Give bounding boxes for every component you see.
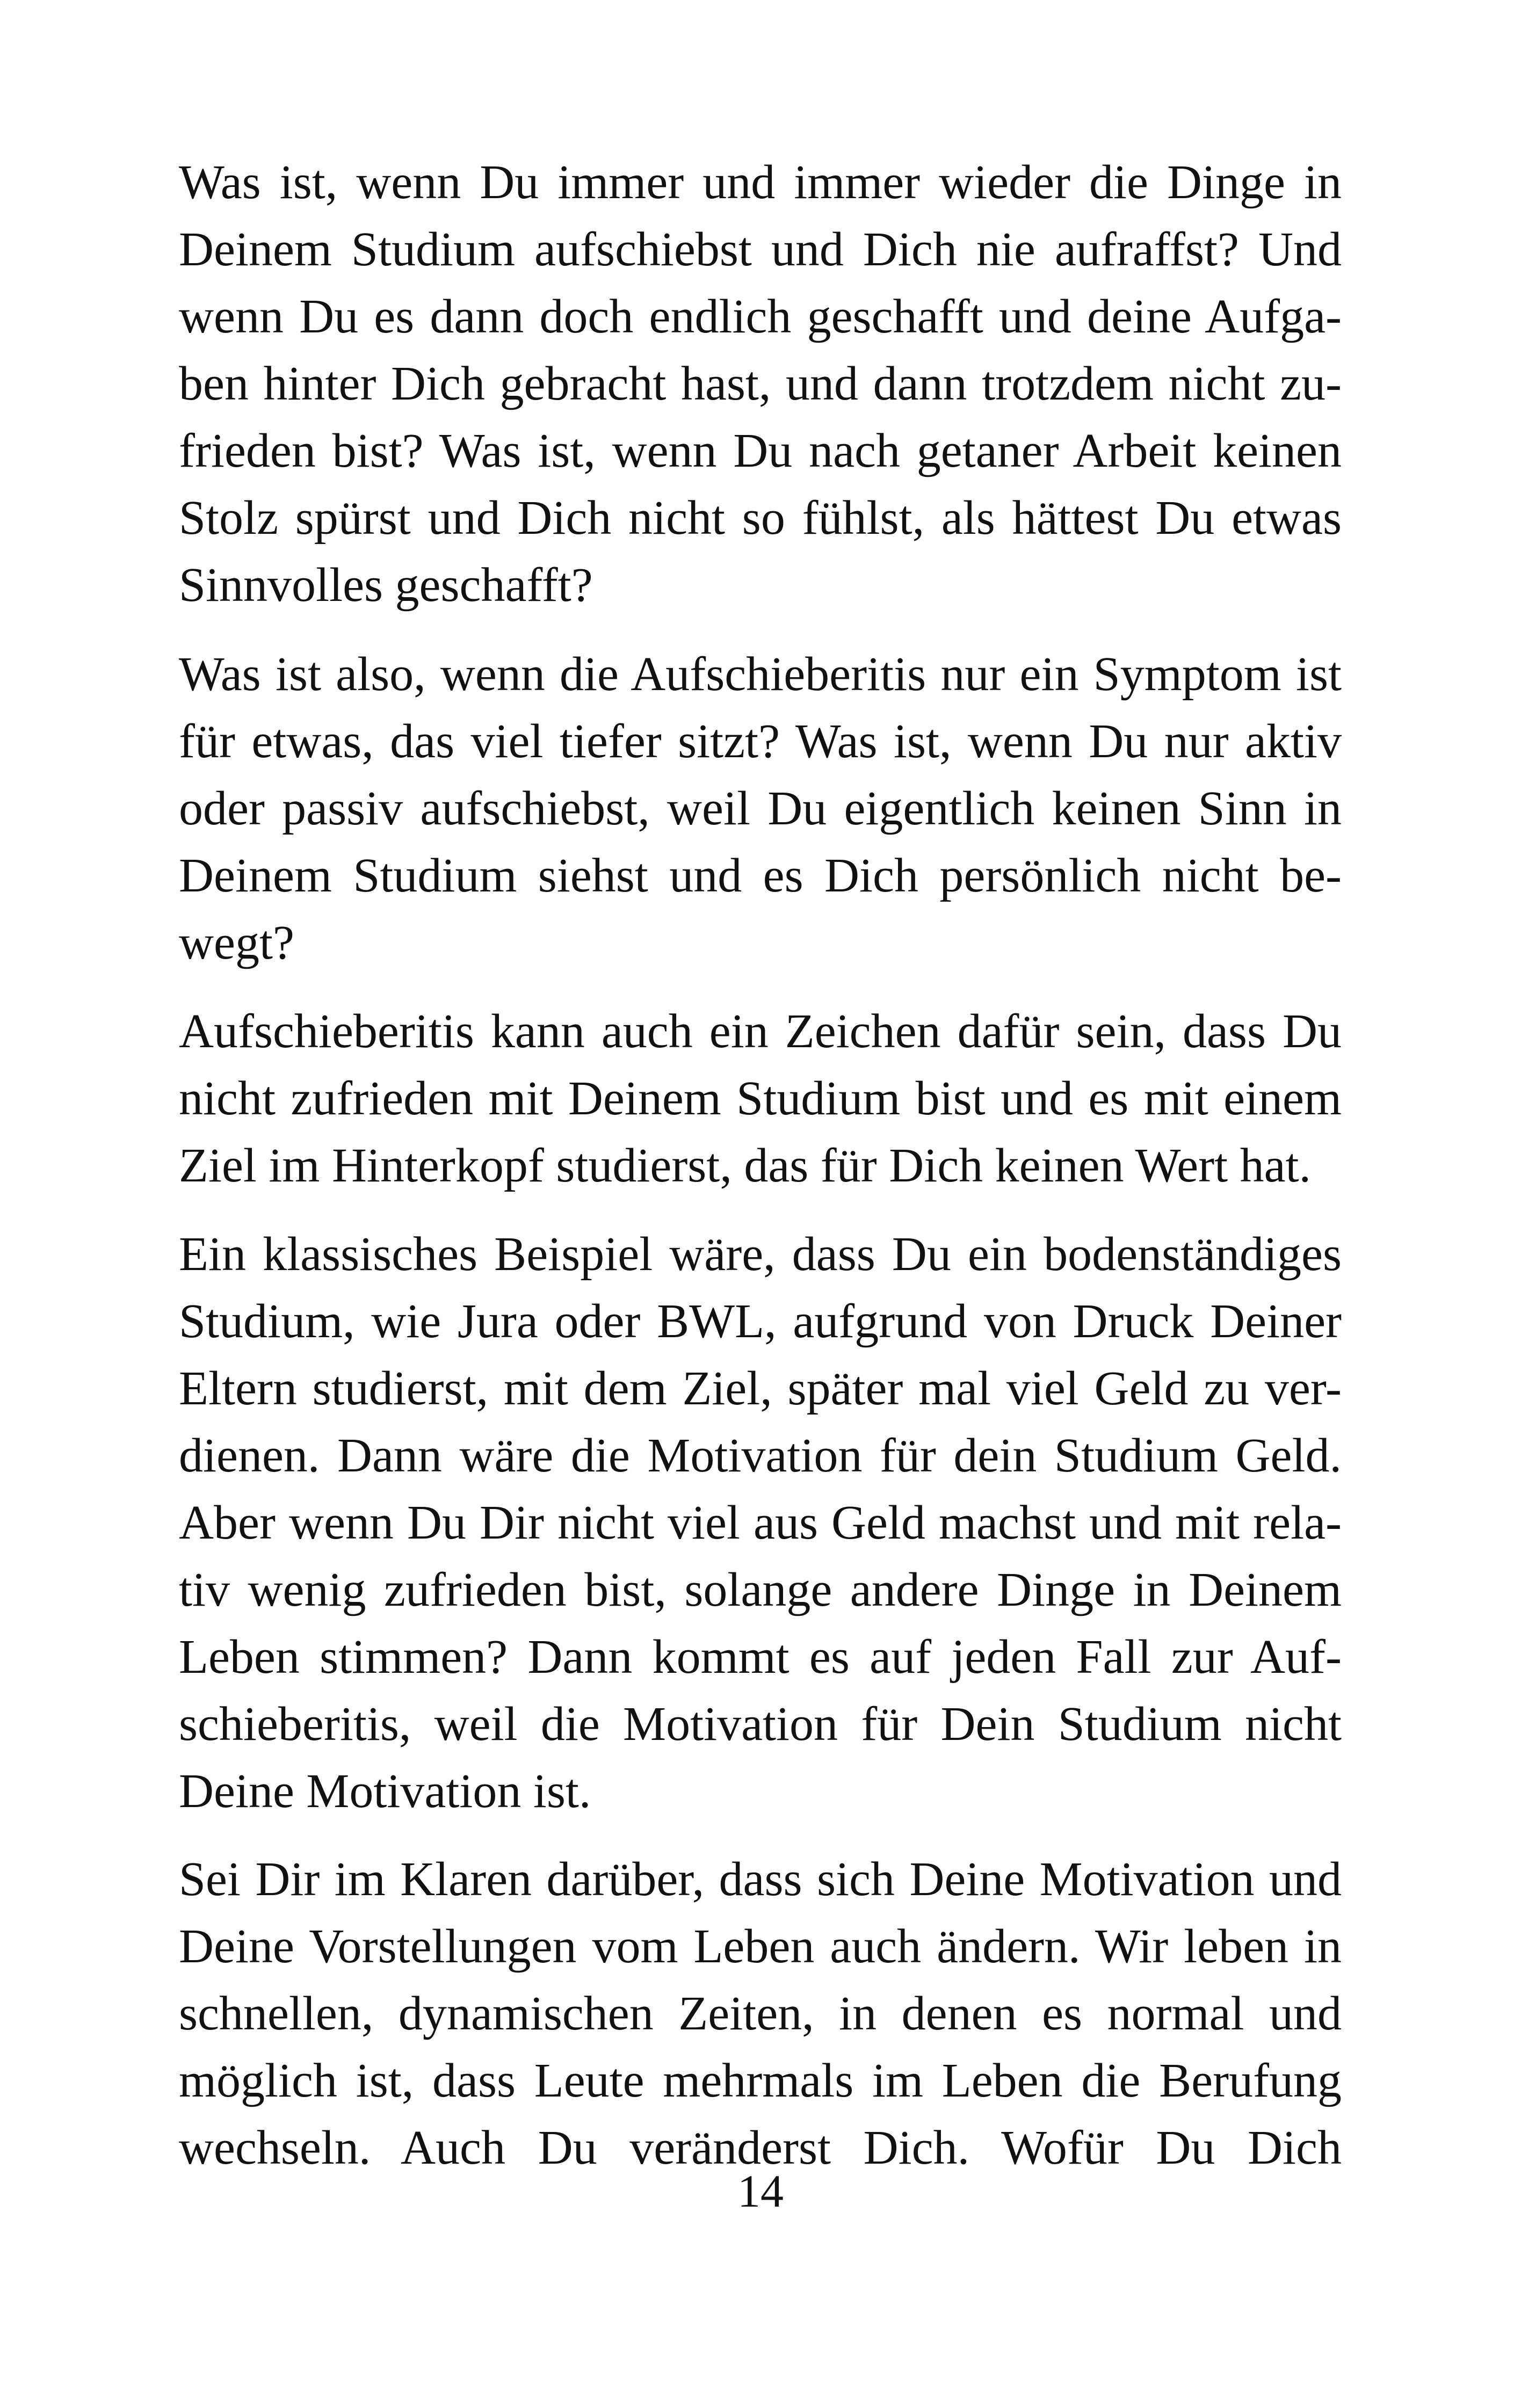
text-line: für etwas, das viel tiefer sitzt? Was ist, wenn Du nur aktiv <box>179 715 1342 768</box>
text-line: Deinem Studium siehst und es Dich persönlich nicht be- <box>179 849 1342 902</box>
text-line: Deinem Studium aufschiebst und Dich nie aufraffst? Und <box>179 223 1342 276</box>
paragraph-3 <box>179 998 1342 1199</box>
text-line: dienen. Dann wäre die Motivation für dein Studium Geld. <box>179 1429 1342 1482</box>
text-line: Ein klassisches Beispiel wäre, dass Du ein bodenständiges <box>179 1228 1342 1281</box>
text-line: Eltern studierst, mit dem Ziel, später mal viel Geld zu ver- <box>179 1362 1342 1415</box>
text-line: Stolz spürst und Dich nicht so fühlst, als hättest Du etwas <box>179 491 1342 545</box>
text-line: oder passiv aufschiebst, weil Du eigentlich keinen Sinn in <box>179 782 1342 835</box>
text-line: Deine Motivation ist. <box>179 1765 591 1818</box>
text-line: schnellen, dynamischen Zeiten, in denen es normal und <box>179 1987 1342 2040</box>
text-line: Studium, wie Jura oder BWL, aufgrund von Druck Deiner <box>179 1295 1342 1348</box>
text-line: Leben stimmen? Dann kommt es auf jeden Fall zur Auf- <box>179 1630 1342 1684</box>
paragraph-4 <box>179 1221 1342 1825</box>
text-line: Sei Dir im Klaren darüber, dass sich Deine Motivation und <box>179 1853 1342 1906</box>
text-line: möglich ist, dass Leute mehrmals im Leben die Berufung <box>179 2054 1342 2107</box>
paragraph-2 <box>179 641 1342 976</box>
text-line: frieden bist? Was ist, wenn Du nach getaner Arbeit keinen <box>179 424 1342 477</box>
paragraph-5 <box>179 1846 1342 2181</box>
text-line: wegt? <box>179 916 294 969</box>
text-line: wechseln. Auch Du veränderst Dich. Wofür Du Dich <box>179 2121 1342 2174</box>
text-line: nicht zufrieden mit Deinem Studium bist und es mit einem <box>179 1072 1342 1125</box>
text-line: schieberitis, weil die Motivation für Dein Studium nicht <box>179 1698 1342 1751</box>
text-line: wenn Du es dann doch endlich geschafft und deine Aufga- <box>179 290 1342 343</box>
text-line: tiv wenig zufrieden bist, solange andere Dinge in Deinem <box>179 1563 1342 1616</box>
text-line: Deine Vorstellungen vom Leben auch ändern. Wir leben in <box>179 1920 1342 1973</box>
text-line: Sinnvolles geschafft? <box>179 559 593 612</box>
paragraph-1 <box>179 149 1342 619</box>
text-line: ben hinter Dich gebracht hast, und dann trotzdem nicht zu- <box>179 357 1342 410</box>
text-line: Aber wenn Du Dir nicht viel aus Geld machst und mit rela- <box>179 1496 1342 1549</box>
text-line: Was ist also, wenn die Aufschieberitis nur ein Symptom ist <box>179 648 1342 701</box>
text-line: Was ist, wenn Du immer und immer wieder die Dinge in <box>179 156 1342 209</box>
text-line: Aufschieberitis kann auch ein Zeichen dafür sein, dass Du <box>179 1005 1342 1058</box>
text-line: Ziel im Hinterkopf studierst, das für Dich keinen Wert hat. <box>179 1139 1312 1192</box>
page-number: 14 <box>737 2165 784 2217</box>
